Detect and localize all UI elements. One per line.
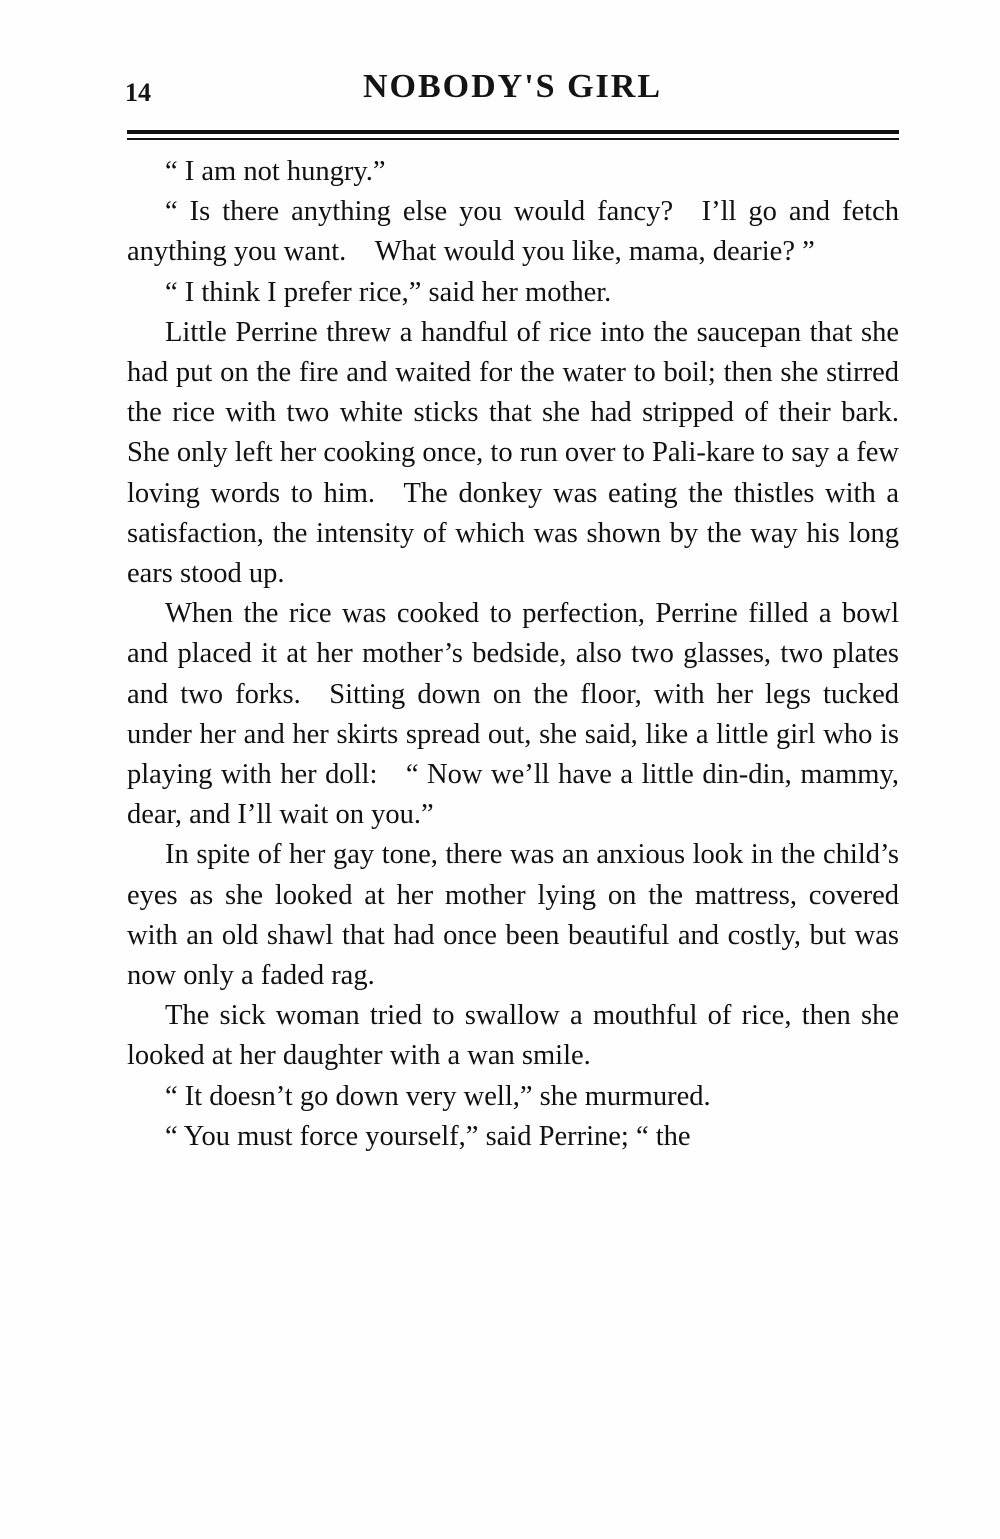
page-header (125, 68, 900, 118)
running-title: NOBODY'S GIRL (363, 68, 662, 105)
paragraph: “ I think I prefer rice,” said her mother. (165, 276, 612, 308)
paragraph: “ I am not hungry.” (165, 156, 386, 187)
page-number: 14 (125, 78, 151, 107)
page-body (127, 152, 899, 1157)
header-rule (127, 130, 899, 140)
paragraph: “ It doesn’t go down very well,” she murmured. (165, 1080, 711, 1112)
paragraph: “ You must force yourself,” said Perrine; “ the (165, 1120, 691, 1152)
paragraph: The sick woman tried to swallow a mouthful of rice, then she looked at her daughter with a wan smile. (127, 1000, 899, 1072)
paragraph: “ Is there anything else you would fancy? I’ll go and fetch anything you want. What would you like, mama, dearie? ” (127, 196, 899, 268)
header-rule-thick (127, 130, 899, 134)
paragraph: Little Perrine threw a handful of rice into the saucepan that she had put on the fire and waited for the water to boil; then she stirred the rice with two white sticks that she had stripped of their bark. She only left her cooking once, to run over to Pali-kare to say a few loving words to him. The donkey was eating the thistles with a satisfaction, the intensity of which was shown by the way his long ears stood up. (127, 316, 899, 590)
paragraph: When the rice was cooked to perfection, Perrine filled a bowl and placed it at her mother’s bedside, also two glasses, two plates and two forks. Sitting down on the floor, with her legs tucked under her and her skirts spread out, she said, like a little girl who is playing with her doll: “ Now we’ll have a little din-din, mammy, dear, and I’ll wait on you.” (127, 598, 899, 831)
paragraph: In spite of her gay tone, there was an anxious look in the child’s eyes as she looked at her mother lying on the mattress, covered with an old shawl that had once been beautiful and costly, but was now only a faded rag. (127, 839, 899, 992)
header-rule-thin (127, 138, 899, 140)
